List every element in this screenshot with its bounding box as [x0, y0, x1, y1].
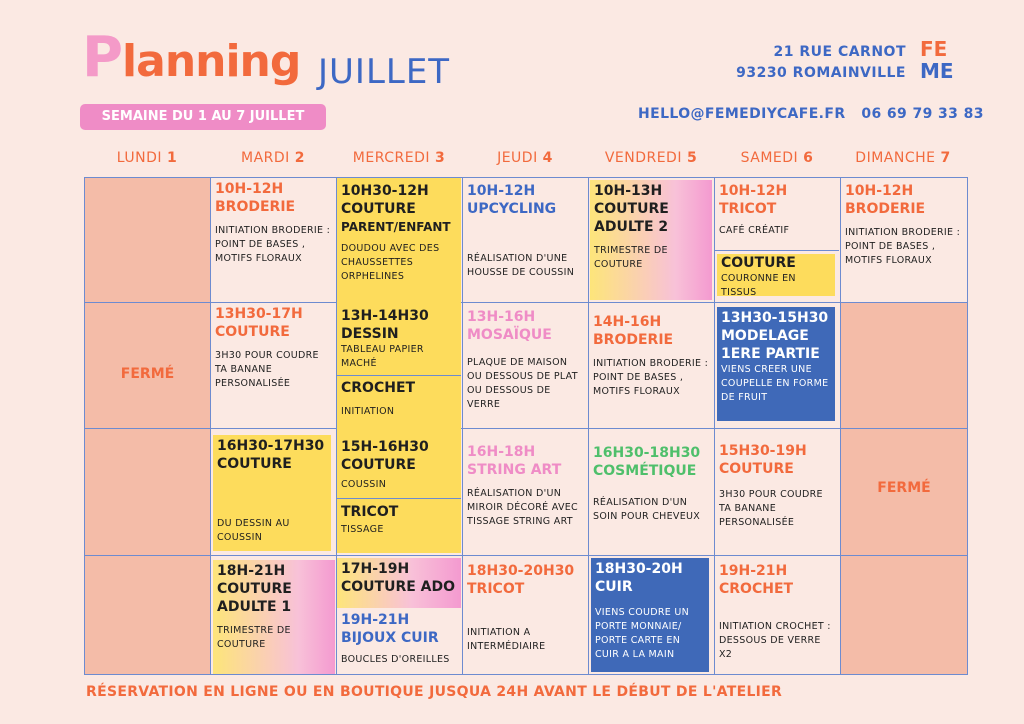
closed-label-monday: FERMÉ [120, 366, 175, 382]
event-subtitle: PARENT/ENFANT [341, 220, 451, 234]
event-time: 13H-16H [467, 309, 536, 325]
event-time: 17H-19H [341, 561, 410, 577]
event-thu-upcycling[interactable] [463, 180, 587, 302]
event-activity: COUTURE ADULTE 1 [217, 581, 292, 615]
event-time: 15H30-19H [719, 443, 807, 459]
closed-label-sunday: FERMÉ [877, 480, 931, 496]
event-activity: COSMÉTIQUE [593, 463, 697, 479]
event-description: INITIATION [341, 406, 395, 417]
grid-divider [84, 555, 968, 556]
event-activity: TRICOT [467, 581, 525, 597]
event-description: TRIMESTRE DE COUTURE [217, 625, 291, 650]
event-time: 16H30-17H30 [217, 438, 325, 454]
event-fri-couture-adulte[interactable] [590, 180, 712, 300]
event-activity: BRODERIE [845, 201, 926, 217]
event-wed-dessin[interactable] [337, 305, 461, 375]
event-description: DU DESSIN AU COUSSIN [217, 518, 290, 543]
event-time: 10H30-12H [341, 183, 429, 199]
grid-divider [337, 498, 461, 499]
event-time: 10H-12H [719, 183, 788, 199]
email-link[interactable]: HELLO@FEMEDIYCAFE.FR [638, 106, 846, 122]
event-wed-couture[interactable] [337, 436, 461, 498]
day-header-mardi: MARDI 2 [241, 150, 305, 166]
logo-line2: ME [920, 59, 954, 83]
day-header-mercredi: MERCREDI 3 [352, 150, 446, 166]
event-time: 15H-16H30 [341, 439, 429, 455]
event-description: INITIATION BRODERIE : POINT DE BASES , MOTIFS FLORAUX [215, 225, 331, 264]
page-title [82, 25, 301, 90]
event-wed-bijoux-cuir[interactable] [337, 609, 461, 674]
event-time: 19H-21H [719, 563, 788, 579]
event-activity: COUTURE [719, 461, 794, 477]
event-activity: CUIR [595, 579, 633, 595]
event-time: 14H-16H [593, 314, 662, 330]
event-fri-broderie[interactable] [589, 311, 713, 428]
event-description: RÉALISATION D'UN SOIN POUR CHEVEUX [593, 497, 701, 522]
event-time: 16H30-18H30 [593, 445, 701, 461]
title-text: lanning [122, 36, 301, 87]
event-description: TRIMESTRE DE COUTURE [594, 245, 668, 270]
event-description: INITIATION CROCHET : DESSOUS DE VERRE X2 [719, 621, 831, 660]
event-activity: COUTURE [341, 457, 416, 473]
logo-line1: FE [920, 37, 948, 61]
event-description: COUSSIN [341, 479, 387, 490]
event-description: PLAQUE DE MAISON OU DESSOUS DE PLAT OU DESSOUS DE VERRE [467, 357, 578, 410]
event-activity: COUTURE ADO [341, 579, 456, 595]
event-wed-tricot[interactable] [337, 501, 461, 551]
phone-number[interactable]: 06 69 79 33 83 [861, 106, 984, 122]
event-description: TABLEAU PAPIER MACHÉ [341, 344, 424, 369]
event-time: 18H30-20H30 [467, 563, 575, 579]
event-tue-couture-adulte[interactable] [213, 560, 335, 674]
event-activity: COUTURE [217, 456, 292, 472]
event-tue-broderie[interactable] [211, 178, 335, 302]
reservation-note: RÉSERVATION EN LIGNE OU EN BOUTIQUE JUSQUA 24H AVANT LE DÉBUT DE L'ATELIER [86, 684, 783, 700]
contact-line [638, 106, 984, 122]
month-title: JUILLET [318, 52, 451, 92]
title-initial: P [82, 25, 123, 90]
event-time: 10H-12H [215, 181, 284, 197]
event-activity: STRING ART [467, 462, 562, 478]
event-activity: MOSAÏQUE [467, 327, 552, 343]
event-activity: UPCYCLING [467, 201, 557, 217]
event-activity: BIJOUX CUIR [341, 630, 439, 646]
event-time: 10H-13H [594, 183, 663, 199]
event-description: CAFÉ CRÉATIF [719, 225, 790, 236]
event-fri-cosmetique[interactable] [589, 442, 713, 555]
grid-divider [337, 375, 461, 376]
event-sat-modelage[interactable] [717, 307, 835, 421]
event-description: INITIATION A INTERMÉDIAIRE [467, 627, 546, 652]
event-activity: BRODERIE [593, 332, 674, 348]
event-activity: CROCHET [719, 581, 794, 597]
event-time: 13H-14H30 [341, 308, 429, 324]
event-activity: COUTURE [721, 255, 796, 271]
day-header-lundi: LUNDI 1 [116, 150, 178, 166]
event-thu-mosaique[interactable] [463, 306, 587, 428]
event-time: 10H-12H [845, 183, 914, 199]
event-wed-couture-parent[interactable] [337, 180, 461, 300]
event-sun-broderie[interactable] [841, 180, 967, 302]
address-line1: 21 RUE CARNOT [773, 44, 906, 60]
event-activity: CROCHET [341, 380, 416, 396]
event-activity: TRICOT [341, 504, 399, 520]
event-description: RÉALISATION D'UNE HOUSSE DE COUSSIN [467, 253, 575, 278]
event-time: 16H-18H [467, 444, 536, 460]
event-activity: DESSIN [341, 326, 399, 342]
event-activity: COUTURE [341, 201, 416, 217]
event-tue-couture[interactable] [211, 303, 335, 428]
event-activity: BRODERIE [215, 199, 296, 215]
event-description: RÉALISATION D'UN MIROIR DÉCORÉ AVEC TISSAGE STRING ART [467, 488, 578, 527]
event-description: 3H30 POUR COUDRE TA BANANE PERSONALISÉE [719, 489, 823, 528]
event-fri-cuir[interactable] [591, 558, 709, 672]
event-activity: COUTURE ADULTE 2 [594, 201, 669, 235]
event-tue-couture-dessin[interactable] [213, 435, 331, 551]
day-header-jeudi: JEUDI 4 [497, 150, 553, 166]
event-sat-crochet[interactable] [715, 560, 839, 674]
event-wed-couture-ado[interactable] [337, 558, 461, 608]
address-line2: 93230 ROMAINVILLE [736, 65, 906, 81]
event-sat-tricot[interactable] [715, 180, 839, 250]
event-thu-string-art[interactable] [463, 441, 587, 553]
event-activity: COUTURE [215, 324, 290, 340]
event-wed-crochet[interactable] [337, 377, 461, 429]
event-description: INITIATION BRODERIE : POINT DE BASES , MOTIFS FLORAUX [593, 358, 709, 397]
event-time: 18H-21H [217, 563, 286, 579]
event-sat-couture[interactable] [717, 254, 835, 296]
event-description: VIENS COUDRE UN PORTE MONNAIE/ PORTE CARTE EN CUIR A LA MAIN [595, 607, 690, 660]
event-description: INITIATION BRODERIE : POINT DE BASES , MOTIFS FLORAUX [845, 227, 961, 266]
grid-divider [715, 250, 839, 251]
event-time: 13H30-17H [215, 306, 303, 322]
week-badge: SEMAINE DU 1 AU 7 JUILLET [80, 104, 326, 130]
day-header-samedi: SAMEDI 6 [740, 150, 814, 166]
event-description: BOUCLES D'OREILLES [341, 654, 450, 665]
femedi-logo [920, 38, 972, 88]
event-activity: TRICOT [719, 201, 777, 217]
grid-divider [84, 428, 968, 429]
event-description: COURONNE EN TISSUS [721, 273, 796, 296]
event-time: 13H30-15H30 [721, 310, 829, 326]
event-description: TISSAGE [341, 524, 384, 535]
event-time: 19H-21H [341, 612, 410, 628]
event-description: DOUDOU AVEC DES CHAUSSETTES ORPHELINES [341, 243, 440, 282]
event-activity: MODELAGE 1ERE PARTIE [721, 328, 820, 362]
event-description: VIENS CREER UNE COUPELLE EN FORME DE FRUIT [721, 364, 829, 403]
event-time: 18H30-20H [595, 561, 683, 577]
event-description: 3H30 POUR COUDRE TA BANANE PERSONALISÉE [215, 350, 319, 389]
event-sat-couture-banane[interactable] [715, 440, 839, 555]
event-thu-tricot[interactable] [463, 560, 587, 674]
event-time: 10H-12H [467, 183, 536, 199]
day-header-dimanche: DIMANCHE 7 [855, 150, 951, 166]
day-header-vendredi: VENDREDI 5 [604, 150, 698, 166]
